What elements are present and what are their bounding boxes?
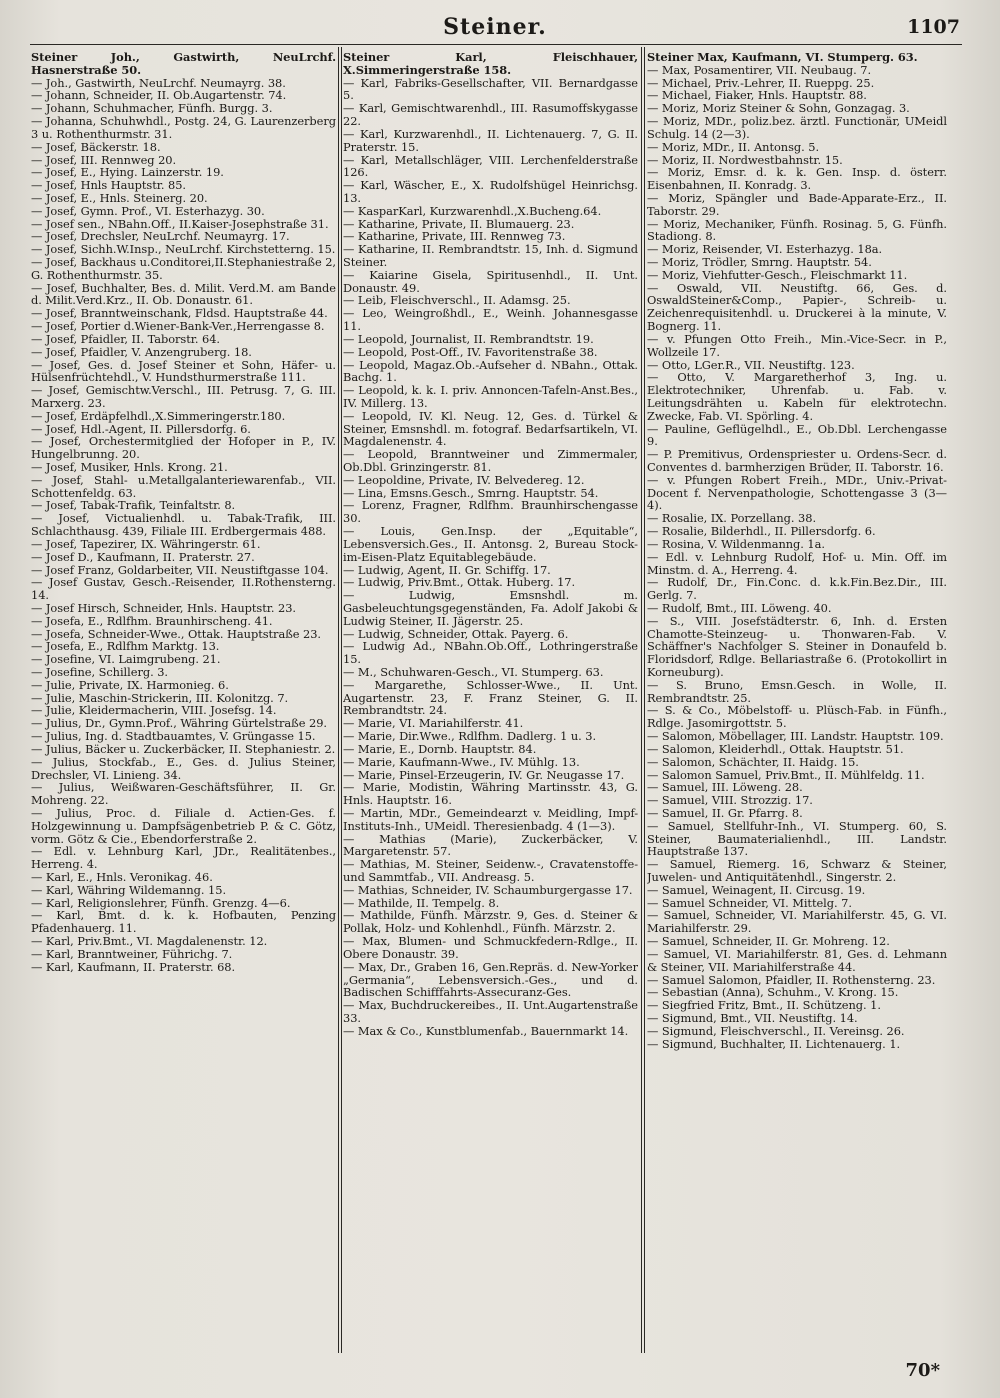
directory-entry: — Michael, Fiaker, Hnls. Hauptstr. 88. — [647, 88, 867, 103]
directory-entry: — Josef, Victualienhdl. u. Tabak-Trafik, III. Schlachthausg. 439, Filiale III. Erdbergermais 488. — [31, 511, 336, 539]
directory-entry: — Ludwig, Priv.Bmt., Ottak. Huberg. 17. — [343, 575, 576, 590]
directory-entry: — Julie, Maschin-Strickerin, III. Kolonitzg. 7. — [31, 690, 289, 705]
column-divider — [644, 47, 645, 1353]
directory-entry: — Josef, Backhaus u.Conditorei,II.Stephaniestraße 2, G. Rothenthurmstr. 35. — [31, 255, 336, 282]
directory-entry: — Moriz, Viehfutter-Gesch., Fleischmarkt 11. — [647, 267, 908, 282]
directory-entry: — KasparKarl, Kurzwarenhdl.,X.Bucheng.64. — [343, 203, 602, 218]
directory-entry: — Marie, VI. Mariahilferstr. 41. — [343, 716, 524, 731]
directory-entry: — Marie, Kaufmann-Wwe., IV. Mühlg. 13. — [343, 754, 580, 769]
directory-entry: — Mathilde, Fünfh. Märzstr. 9, Ges. d. Steiner & Pollak, Holz- und Kohlenhdl., Fünfh. Märzstr. 2. — [343, 908, 638, 936]
directory-entry: — Salomon, Kleiderhdl., Ottak. Hauptstr. 51. — [647, 741, 904, 756]
directory-entry: — S. & Co., Möbelstoff- u. Plüsch-Fab. in Fünfh., Rdlge. Jasomirgottstr. 5. — [647, 703, 947, 731]
directory-entry: — Lorenz, Fragner, Rdlfhm. Braunhirschengasse 30. — [343, 498, 638, 526]
directory-entry: — Pauline, Geflügelhdl., E., Ob.Dbl. Lerchengasse 9. — [647, 421, 947, 449]
directory-entry: — Moriz, Trödler, Smrng. Hauptstr. 54. — [647, 255, 872, 269]
directory-entry: — M., Schuhwaren-Gesch., VI. Stumperg. 63. — [343, 665, 604, 679]
directory-entry: — Mathilde, II. Tempelg. 8. — [343, 895, 500, 910]
directory-entry: — Lina, Emsns.Gesch., Smrng. Hauptstr. 54. — [343, 485, 599, 500]
column-2 — [343, 51, 638, 1351]
directory-entry: — Leib, Fleischverschl., II. Adamsg. 25. — [343, 293, 571, 308]
directory-entry: — Marie, Pinsel-Erzeugerin, IV. Gr. Neugasse 17. — [343, 767, 625, 782]
directory-entry: — Samuel, Stellfuhr-Inh., VI. Stumperg. 60, S. Steiner, Baumaterialienhdl., III. Landstr. Hauptstraße 137. — [647, 818, 947, 859]
column-divider — [641, 47, 642, 1353]
directory-entry: — Josef, E., Hnls. Steinerg. 20. — [31, 190, 208, 205]
directory-entry: — v. Pfungen Robert Freih., MDr., Univ.-Privat-Docent f. Nervenpathologie, Schottengasse 3 (3—4). — [647, 472, 947, 513]
directory-entry: — Karl, Bmt. d. k. k. Hofbauten, Penzing Pfadenhauerg. 11. — [31, 908, 336, 936]
directory-entry: — Julie, Private, IX. Harmonieg. 6. — [31, 677, 229, 692]
directory-entry: — Moriz, MDr., poliz.bez. ärztl. Functionär, UMeidl Schulg. 14 (2—3). — [647, 114, 947, 141]
directory-entry: — Edl. v. Lehnburg Rudolf, Hof- u. Min. Off. im Minstm. d. A., Herreng. 4. — [647, 549, 947, 577]
directory-entry: — Josef, Branntweinschank, Fldsd. Hauptstraße 44. — [31, 306, 328, 321]
directory-entry: — Rudolf, Dr., Fin.Conc. d. k.k.Fin.Bez.Dir., III. Gerlg. 7. — [647, 575, 947, 603]
directory-entry: — Max & Co., Kunstblumenfab., Bauernmarkt 14. — [343, 1023, 629, 1038]
directory-entry: — Edl. v. Lehnburg Karl, JDr., Realitätenbes., Herreng. 4. — [31, 844, 336, 872]
entry-list — [31, 77, 336, 974]
directory-entry: — Samuel Salomon, Pfaidler, II. Rothensterng. 23. — [647, 972, 936, 987]
directory-entry: — Josefa, Schneider-Wwe., Ottak. Hauptstraße 23. — [31, 626, 321, 641]
directory-entry: — Leopold, Post-Off., IV. Favoritenstraße 38. — [343, 344, 598, 359]
page-title: Steiner. — [443, 14, 547, 40]
directory-entry: — Julius, Ing. d. Stadtbauamtes, V. Grüngasse 15. — [31, 729, 316, 744]
directory-entry: — Karl, Priv.Bmt., VI. Magdalenenstr. 12. — [31, 934, 268, 949]
directory-entry: — Max, Blumen- und Schmuckfedern-Rdlge., II. Obere Donaustr. 39. — [343, 934, 638, 961]
directory-entry: — Leo, Weingroßhdl., E., Weinh. Johannesgasse 11. — [343, 306, 638, 334]
directory-entry: — Josef, Drechsler, NeuLrchf. Neumayrg. 17. — [31, 229, 290, 244]
directory-entry: — Salomon, Schächter, II. Haidg. 15. — [647, 754, 859, 769]
directory-entry: — v. Pfungen Otto Freih., Min.-Vice-Secr. in P., Wollzeile 17. — [647, 331, 947, 359]
directory-entry: — Karl, Wäscher, E., X. Rudolfshügel Heinrichsg. 13. — [343, 178, 638, 205]
page-number: 1107 — [907, 16, 960, 38]
directory-entry: — Samuel Schneider, VI. Mittelg. 7. — [647, 895, 852, 910]
directory-entry: — Josef, Bäckerstr. 18. — [31, 139, 161, 154]
directory-entry: — Oswald, VII. Neustiftg. 66, Ges. d. OswaldSteiner&Comp., Papier-, Schreib- u. Zeichenrequisitenhdl. u. Druckerei à la minute, V. Bognerg. 11. — [647, 280, 947, 334]
directory-entry: — Ludwig, Agent, II. Gr. Schiffg. 17. — [343, 562, 551, 577]
directory-entry: — Karl, Branntweiner, Führichg. 7. — [31, 946, 233, 961]
directory-entry: — Sigmund, Buchhalter, II. Lichtenauerg. 1. — [647, 1036, 901, 1051]
directory-entry: — Johanna, Schuhwhdl., Postg. 24, G. Laurenzerberg 3 u. Rothenthurmstr. 31. — [31, 114, 336, 141]
directory-entry: — S., VIII. Josefstädterstr. 6, Inh. d. Ersten Chamotte-Steinzeug- u. Thonwaren-Fab. V. Schäffner's Nachfolger S. Steiner in Donaufeld b. Floridsdorf, Rdlge. Bellariastraße 6. (Protokollirt in Korneuburg). — [647, 613, 947, 679]
directory-entry: — Josef Hirsch, Schneider, Hnls. Hauptstr. 23. — [31, 600, 296, 615]
directory-entry: — Karl, Gemischtwarenhdl., III. Rasumoffskygasse 22. — [343, 101, 638, 129]
directory-entry: — Louis, Gen.Insp. der „Equitable“, Lebensversich.Ges., II. Antonsg. 2, Bureau Stock-im-Eisen-Platz Equitablegebäude. — [343, 524, 638, 564]
directory-entry: — Samuel, Weinagent, II. Circusg. 19. — [647, 882, 866, 897]
directory-entry: — Karl, Kaufmann, II. Praterstr. 68. — [31, 959, 236, 974]
header-rule — [30, 44, 962, 45]
directory-entry: — Johann, Schneider, II. Ob.Augartenstr. 74. — [31, 88, 287, 103]
directory-entry: — Samuel, Schneider, II. Gr. Mohreng. 12. — [647, 934, 890, 949]
directory-entry: — Josef, III. Rennweg 20. — [31, 152, 177, 167]
directory-entry: — Marie, Modistin, Währing Martinsstr. 43, G. Hnls. Hauptstr. 16. — [343, 780, 638, 808]
directory-entry: — Leopoldine, Private, IV. Belvedereg. 12. — [343, 472, 585, 487]
directory-entry: — Josefa, E., Rdlfhm. Braunhirscheng. 41. — [31, 613, 273, 628]
directory-entry: — S. Bruno, Emsn.Gesch. in Wolle, II. Rembrandtstr. 25. — [647, 677, 947, 705]
directory-entry: — Karl, Metallschläger, VIII. Lerchenfelderstraße 126. — [343, 152, 638, 180]
directory-entry: — Julius, Proc. d. Filiale d. Actien-Ges. f. Holzgewinnung u. Dampfsägenbetrieb P. & C. Götz, vorm. Götz & Cie., Ebendorferstraße 2. — [31, 805, 336, 846]
directory-entry: — Samuel, Schneider, VI. Mariahilferstr. 45, G. VI. Mariahilferstr. 29. — [647, 908, 947, 936]
directory-entry: — Julius, Stockfab., E., Ges. d. Julius Steiner, Drechsler, VI. Linieng. 34. — [31, 754, 336, 782]
directory-entry: — Leopold, k. k. I. priv. Annoncen-Tafeln-Anst.Bes., IV. Millerg. 13. — [343, 383, 638, 410]
directory-entry: — Josef sen., NBahn.Off., II.Kaiser-Josephstraße 31. — [31, 216, 329, 231]
directory-entry: — Josef, Sichh.W.Insp., NeuLrchf. Kirchstetterng. 15. — [31, 242, 336, 257]
directory-entry: — Karl, Religionslehrer, Fünfh. Grenzg. 4—6. — [31, 895, 291, 910]
directory-entry: — Josefine, VI. Laimgrubeng. 21. — [31, 652, 221, 667]
directory-entry: — Karl, Kurzwarenhdl., II. Lichtenauerg. 7, G. II. Praterstr. 15. — [343, 126, 638, 154]
directory-entry: — Josef Franz, Goldarbeiter, VII. Neustiftgasse 104. — [31, 562, 329, 577]
directory-entry: — Kaiarine Gisela, Spiritusenhdl., II. Unt. Donaustr. 49. — [343, 267, 638, 295]
directory-entry: — Rudolf, Bmt., III. Löweng. 40. — [647, 600, 832, 615]
directory-entry: — Katharine, Private, II. Blumauerg. 23. — [343, 216, 575, 231]
directory-entry: — Otto, LGer.R., VII. Neustiftg. 123. — [647, 357, 855, 372]
directory-entry: — Josef, Ges. d. Josef Steiner et Sohn, Häfer- u. Hülsenfrüchtehdl., V. Hundsthurmerstraße 111. — [31, 357, 336, 385]
directory-entry: — Julie, Kleidermacherin, VIII. Josefsg. 14. — [31, 703, 277, 718]
directory-entry: — Salomon, Möbellager, III. Landstr. Hauptstr. 109. — [647, 729, 944, 744]
directory-entry: — Sigmund, Bmt., VII. Neustiftg. 14. — [647, 1010, 858, 1025]
directory-entry: — Moriz, Mechaniker, Fünfh. Rosinag. 5, G. Fünfh. Stadiong. 8. — [647, 216, 947, 244]
directory-entry: — Moriz, Emsr. d. k. k. Gen. Insp. d. österr. Eisenbahnen, II. Konradg. 3. — [647, 165, 947, 193]
directory-entry: — Sebastian (Anna), Schuhm., V. Krong. 15. — [647, 985, 899, 1000]
directory-entry: — Moriz, Spängler und Bade-Apparate-Erz., II. Taborstr. 29. — [647, 190, 947, 218]
directory-entry: — Josef, Gemischtw.Verschl., III. Petrusg. 7, G. III. Marxerg. 23. — [31, 383, 336, 410]
directory-entry: — Karl, Fabriks-Gesellschafter, VII. Bernardgasse 5. — [343, 75, 638, 103]
entry-list — [647, 64, 947, 1051]
column-head-entry: Steiner Joh., Gastwirth, NeuLrchf. Hasnerstraße 50. — [31, 51, 336, 77]
directory-entry: — Moriz, II. Nordwestbahnstr. 15. — [647, 152, 843, 167]
directory-entry: — Josef, Stahl- u.Metallgalanteriewarenfab., VII. Schottenfeldg. 63. — [31, 472, 336, 500]
directory-entry: — Leopold, IV. Kl. Neug. 12, Ges. d. Türkel & Steiner, Emsnshdl. m. fotograf. Bedarfsartikeln, VI. Magdalenenstr. 4. — [343, 408, 638, 449]
directory-entry: — Rosalie, IX. Porzellang. 38. — [647, 511, 817, 526]
directory-entry: — Josef, Portier d.Wiener-Bank-Ver.,Herrengasse 8. — [31, 319, 325, 334]
directory-entry: — Max, Buchdruckereibes., II. Unt.Augartenstraße 33. — [343, 998, 638, 1025]
directory-entry: — Johann, Schuhmacher, Fünfh. Burgg. 3. — [31, 101, 273, 116]
directory-entry: — P. Premitivus, Ordenspriester u. Ordens-Secr. d. Conventes d. barmherzigen Brüder, II. Taborstr. 16. — [647, 447, 947, 474]
directory-entry: — Josef, Erdäpfelhdl.,X.Simmeringerstr.180. — [31, 408, 286, 423]
column-head-entry: Steiner Max, Kaufmann, VI. Stumperg. 63. — [647, 51, 918, 64]
column-divider — [338, 47, 339, 1353]
directory-entry: — Josef, Gymn. Prof., VI. Esterhazyg. 30. — [31, 203, 265, 218]
directory-entry: — Sigmund, Fleischverschl., II. Vereinsg. 26. — [647, 1023, 905, 1038]
directory-entry: — Julius, Weißwaren-Geschäftsführer, II. Gr. Mohreng. 22. — [31, 780, 336, 808]
directory-entry: — Josef, Pfaidler, II. Taborstr. 64. — [31, 331, 221, 346]
column-1 — [31, 51, 336, 1351]
directory-entry: — Samuel, VI. Mariahilferstr. 81, Ges. d. Lehmann & Steiner, VII. Mariahilferstraße 44. — [647, 946, 947, 974]
directory-entry: — Mathias (Marie), Zuckerbäcker, V. Margaretenstr. 57. — [343, 831, 638, 859]
directory-entry: — Josef, Buchhalter, Bes. d. Milit. Verd.M. am Bande d. Milit.Verd.Krz., II. Ob. Donaustr. 61. — [31, 280, 336, 308]
directory-entry: — Leopold, Branntweiner und Zimmermaler, Ob.Dbl. Grinzingerstr. 81. — [343, 447, 638, 474]
directory-entry: — Josef, Tapezirer, IX. Währingerstr. 61. — [31, 536, 261, 551]
directory-entry: — Josef, Tabak-Trafik, Teinfaltstr. 8. — [31, 498, 236, 513]
directory-entry: — Josef, Hdl.-Agent, II. Pillersdorfg. 6. — [31, 421, 251, 436]
directory-entry: — Samuel, Riemerg. 16, Schwarz & Steiner, Juwelen- und Antiquitätenhdl., Singerstr. 2. — [647, 857, 947, 884]
directory-entry: — Mathias, Schneider, IV. Schaumburgergasse 17. — [343, 882, 633, 897]
directory-entry: — Josef, Hnls Hauptstr. 85. — [31, 178, 187, 193]
directory-entry: — Margarethe, Schlosser-Wwe., II. Unt. Augartenstr. 23, F. Franz Steiner, G. II. Rembrandtstr. 24. — [343, 677, 638, 718]
directory-entry: — Josef, Pfaidler, V. Anzengruberg. 18. — [31, 344, 252, 359]
directory-entry: — Leopold, Journalist, II. Rembrandtstr. 19. — [343, 331, 594, 346]
directory-entry: — Moriz, Moriz Steiner & Sohn, Gonzagag. 3. — [647, 101, 910, 116]
directory-entry: — Leopold, Magaz.Ob.-Aufseher d. NBahn., Ottak. Bachg. 1. — [343, 357, 638, 385]
directory-entry: — Katharine, Private, III. Rennweg 73. — [343, 229, 566, 244]
directory-entry: — Joh., Gastwirth, NeuLrchf. Neumayrg. 38. — [31, 75, 286, 90]
column-head-entry: Steiner Karl, Fleischhauer, X.Simmeringerstraße 158. — [343, 51, 638, 77]
column-divider — [341, 47, 342, 1353]
directory-entry: — Julius, Dr., Gymn.Prof., Währing Gürtelstraße 29. — [31, 716, 327, 731]
directory-entry: — Samuel, II. Gr. Pfarrg. 8. — [647, 805, 803, 820]
signature-mark: 70* — [905, 1360, 940, 1381]
directory-entry: — Karl, E., Hnls. Veronikag. 46. — [31, 870, 213, 884]
directory-entry: — Salomon Samuel, Priv.Bmt., II. Mühlfeldg. 11. — [647, 767, 925, 782]
directory-entry: — Martin, MDr., Gemeindearzt v. Meidling, Impf-Instituts-Inh., UMeidl. Theresienbadg. 4 (1—3). — [343, 805, 638, 833]
directory-entry: — Samuel, III. Löweng. 28. — [647, 780, 803, 795]
directory-entry: — Karl, Währing Wildemanng. 15. — [31, 882, 227, 897]
directory-entry: — Julius, Bäcker u. Zuckerbäcker, II. Stephaniestr. 2. — [31, 741, 336, 756]
directory-entry: — Marie, Dir.Wwe., Rdlfhm. Dadlerg. 1 u. 3. — [343, 729, 597, 744]
directory-entry: — Josef, Musiker, Hnls. Krong. 21. — [31, 460, 228, 474]
page-header — [30, 14, 960, 46]
directory-entry: — Josef, E., Hying. Lainzerstr. 19. — [31, 165, 224, 180]
directory-entry: — Rosalie, Bilderhdl., II. Pillersdorfg. 6. — [647, 524, 876, 539]
directory-entry: — Josefa, E., Rdlfhm Marktg. 13. — [31, 639, 220, 654]
directory-entry: — Michael, Priv.-Lehrer, II. Rueppg. 25. — [647, 75, 875, 90]
directory-entry: — Ludwig, Schneider, Ottak. Payerg. 6. — [343, 626, 569, 641]
directory-entry: — Ludwig, Emsnshdl. m. Gasbeleuchtungsgegenständen, Fa. Adolf Jakobi & Ludwig Steiner, II. Jägerstr. 25. — [343, 588, 638, 628]
directory-entry: — Max, Dr., Graben 16, Gen.Repräs. d. New-Yorker „Germania“, Lebensversich.-Ges., und d. Badischen Schifffahrts-Assecuranz-Ges. — [343, 959, 638, 1000]
directory-entry: — Siegfried Fritz, Bmt., II. Schützeng. 1. — [647, 998, 881, 1013]
entry-list — [343, 77, 638, 1038]
directory-entry: — Mathias, M. Steiner, Seidenw.-, Cravatenstoffe- und Sammtfab., VII. Andreasg. 5. — [343, 857, 638, 884]
directory-entry: — Moriz, Reisender, VI. Esterhazyg. 18a. — [647, 242, 883, 257]
directory-entry: — Samuel, VIII. Strozzig. 17. — [647, 793, 813, 808]
directory-entry: — Josefine, Schillerg. 3. — [31, 665, 168, 679]
directory-entry: — Josef Gustav, Gesch.-Reisender, II.Rothensterng. 14. — [31, 575, 336, 603]
directory-entry: — Otto, V. Margaretherhof 3, Ing. u. Elektrotechniker, Uhrenfab. u. Fab. v. Leitungsdrähten u. Kabeln für elektrotechn. Zwecke, Fab. VI. Spörling. 4. — [647, 370, 947, 423]
directory-entry: — Katharine, II. Rembrandtstr. 15, Inh. d. Sigmund Steiner. — [343, 242, 638, 269]
directory-entry: — Rosina, V. Wildenmanng. 1a. — [647, 536, 825, 551]
directory-entry: — Marie, E., Dornb. Hauptstr. 84. — [343, 741, 537, 756]
directory-entry: — Josef, Orchestermitglied der Hofoper in P., IV. Hungelbrunng. 20. — [31, 434, 336, 462]
directory-entry: — Josef D., Kaufmann, II. Praterstr. 27. — [31, 549, 255, 564]
directory-entry: — Max, Posamentirer, VII. Neubaug. 7. — [647, 62, 872, 77]
directory-entry: — Moriz, MDr., II. Antonsg. 5. — [647, 139, 820, 154]
column-3 — [647, 51, 947, 1351]
directory-entry: — Ludwig Ad., NBahn.Ob.Off., Lothringerstraße 15. — [343, 639, 638, 667]
